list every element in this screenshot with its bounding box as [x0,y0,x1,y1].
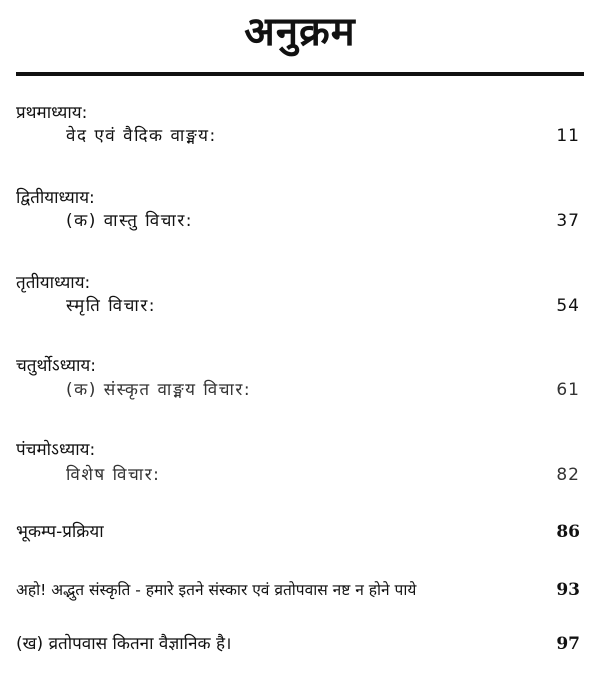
toc-extra-label: (ख) व्रतोपवास कितना वैज्ञानिक है। [16,634,232,654]
toc-entry-label: स्मृति विचार: [66,296,157,316]
toc-entry-page: 82 [556,465,580,485]
toc-extra-page: 97 [556,634,580,654]
page-title: अनुक्रम [244,8,356,55]
chapter-heading: चतुर्थोऽध्याय: [16,356,96,376]
toc-extra-entry [16,518,584,546]
toc-entry [16,377,584,403]
toc-entry [16,462,584,488]
chapter-heading: पंचमोऽध्याय: [16,440,96,460]
toc-extra-label: अहो! अद्भुत संस्कृति - हमारे इतने संस्कार एवं व्रतोपवास नष्ट न होने पाये [16,581,417,599]
toc-entry-label: (क) वास्तु विचार: [66,211,194,231]
toc-extra-entry [16,576,584,604]
toc-entry-page: 61 [556,380,580,400]
toc-extra-page: 86 [556,522,580,542]
toc-entry-label: वेद एवं वैदिक वाङ्मय: [66,126,217,146]
toc-entry [16,208,584,234]
toc-entry-page: 54 [556,296,580,316]
chapter-heading: तृतीयाध्याय: [16,273,91,293]
chapter-heading: द्वितीयाध्याय: [16,188,95,208]
toc-entry [16,123,584,149]
toc-extra-entry [16,630,584,658]
toc-entry-label: (क) संस्कृत वाङ्मय विचार: [66,380,252,400]
toc-entry-page: 37 [556,211,580,231]
toc-extra-page: 93 [556,580,580,600]
toc-entry [16,293,584,319]
toc-extra-label: भूकम्प-प्रक्रिया [16,522,104,542]
chapter-heading: प्रथमाध्याय: [16,103,88,123]
toc-entry-label: विशेष विचार: [66,465,161,485]
toc-entry-page: 11 [556,126,580,146]
